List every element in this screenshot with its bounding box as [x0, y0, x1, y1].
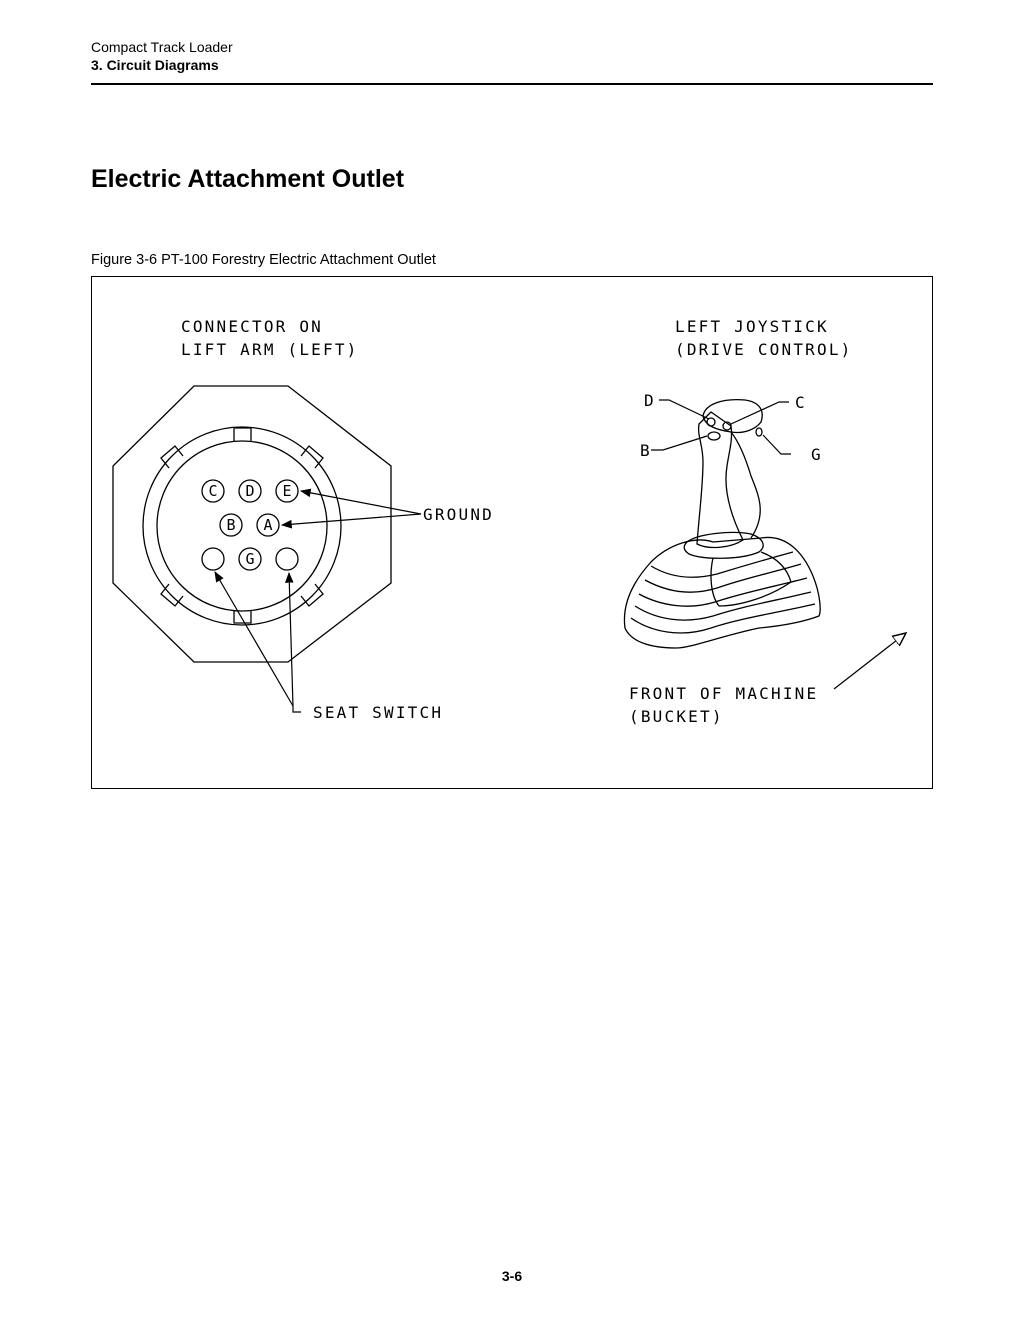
joystick-pin-d-label: D [644, 391, 656, 410]
joystick-label-line1: LEFT JOYSTICK [675, 317, 829, 336]
manual-title: Compact Track Loader [91, 39, 233, 55]
pin-letter-e: E [282, 482, 292, 500]
page-number: 3-6 [501, 1268, 523, 1284]
front-label-line2: (BUCKET) [629, 707, 724, 726]
seat-switch-label: SEAT SWITCH [313, 703, 444, 722]
connector-label-line1: CONNECTOR ON [181, 317, 323, 336]
connector-label-line2: LIFT ARM (LEFT) [181, 340, 359, 359]
joystick-button-b [708, 432, 720, 440]
section-title: Electric Attachment Outlet [91, 165, 405, 193]
ground-leaders [282, 491, 421, 525]
joystick-button-g [756, 428, 762, 436]
seat-switch-leaders [215, 572, 301, 712]
figure-caption: Figure 3-6 PT-100 Forestry Electric Attachment Outlet [91, 252, 436, 268]
joystick-drawing [624, 400, 820, 648]
joystick-pin-g-label: G [811, 445, 823, 464]
boot-ring [639, 578, 807, 606]
ground-label: GROUND [423, 505, 494, 524]
connector-key-notch [234, 428, 251, 441]
joystick-grip [703, 400, 762, 433]
pin-letter-a: A [263, 516, 273, 534]
pin-letter-g: G [245, 550, 255, 568]
boot-collar [684, 532, 763, 558]
chapter-title: 3. Circuit Diagrams [91, 57, 219, 73]
front-label-line1: FRONT OF MACHINE [629, 684, 819, 703]
joystick-boot [624, 537, 820, 648]
pin-letter-c: C [208, 482, 218, 500]
connector-drawing [113, 386, 391, 662]
joystick-pin-b-label: B [640, 441, 652, 460]
header-rule [91, 83, 933, 85]
joystick-leaders [651, 400, 791, 454]
pin-letter-d: D [245, 482, 255, 500]
connector-key-notch [234, 611, 251, 623]
boot-ring [645, 564, 801, 592]
attachment-outlet-diagram [91, 276, 933, 789]
joystick-pin-c-label: C [795, 393, 807, 412]
boot-ring [651, 552, 793, 577]
page-header [91, 37, 933, 74]
boot-front-face [711, 552, 791, 606]
joystick-label-line2: (DRIVE CONTROL) [675, 340, 853, 359]
pin-letter-b: B [226, 516, 236, 534]
connector-pin-right-blank [276, 548, 298, 570]
front-arrow [834, 633, 906, 689]
connector-pin-left-blank [202, 548, 224, 570]
boot-ring [631, 604, 815, 633]
